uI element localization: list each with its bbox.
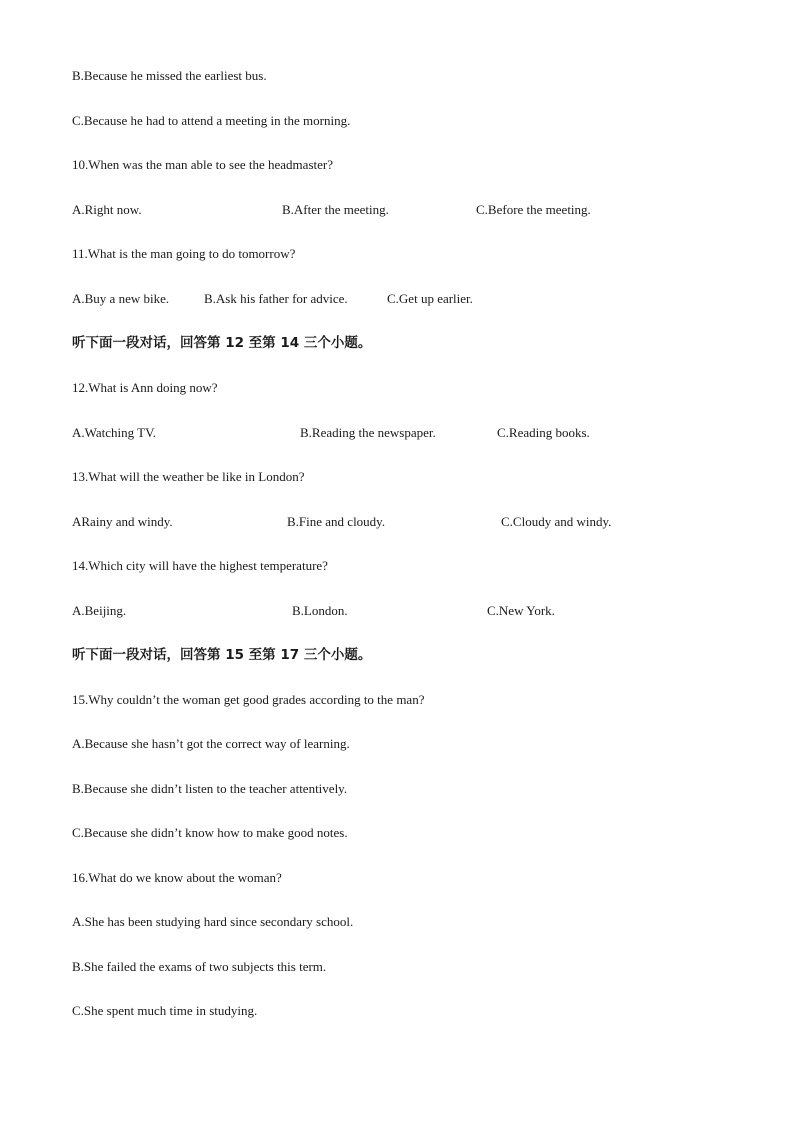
q15-option-c: C.Because she didn’t know how to make good notes.: [72, 825, 348, 840]
q14-option-b: B.London.: [292, 603, 348, 618]
q16-option-b: B.She failed the exams of two subjects this term.: [72, 959, 327, 974]
section-heading-12-14: 听下面一段对话，回答第 12 至第 14 三个小题。: [72, 335, 372, 351]
q15-option-a: A.Because she hasn’t got the correct way of learning.: [72, 736, 350, 751]
q11-option-b: B.Ask his father for advice.: [204, 291, 348, 306]
q14-option-a: A.Beijing.: [72, 603, 127, 618]
q11-option-c: C.Get up earlier.: [387, 291, 473, 306]
q10-option-c: C.Before the meeting.: [476, 202, 591, 217]
q14-option-c: C.New York.: [487, 603, 555, 618]
section-heading-15-17: 听下面一段对话，回答第 15 至第 17 三个小题。: [72, 647, 372, 663]
q13-option-c: C.Cloudy and windy.: [501, 514, 612, 529]
q10-text: 10.When was the man able to see the headmaster?: [72, 157, 333, 172]
q16-option-c: C.She spent much time in studying.: [72, 1003, 258, 1018]
q16-text: 16.What do we know about the woman?: [72, 870, 282, 885]
q13-text: 13.What will the weather be like in London?: [72, 469, 305, 484]
q15-option-b: B.Because she didn’t listen to the teacher attentively.: [72, 781, 348, 796]
q9-option-c: C.Because he had to attend a meeting in the morning.: [72, 113, 351, 128]
q12-text: 12.What is Ann doing now?: [72, 380, 218, 395]
q10-option-a: A.Right now.: [72, 202, 142, 217]
q10-option-b: B.After the meeting.: [282, 202, 389, 217]
q9-option-b: B.Because he missed the earliest bus.: [72, 68, 267, 83]
q11-option-a: A.Buy a new bike.: [72, 291, 170, 306]
q12-option-a: A.Watching TV.: [72, 425, 157, 440]
q13-option-a: ARainy and windy.: [72, 514, 173, 529]
q13-option-b: B.Fine and cloudy.: [287, 514, 386, 529]
q14-text: 14.Which city will have the highest temperature?: [72, 558, 328, 573]
q11-text: 11.What is the man going to do tomorrow?: [72, 246, 296, 261]
q12-option-b: B.Reading the newspaper.: [300, 425, 436, 440]
q12-option-c: C.Reading books.: [497, 425, 590, 440]
q15-text: 15.Why couldn’t the woman get good grades according to the man?: [72, 692, 425, 707]
q16-option-a: A.She has been studying hard since secondary school.: [72, 914, 354, 929]
